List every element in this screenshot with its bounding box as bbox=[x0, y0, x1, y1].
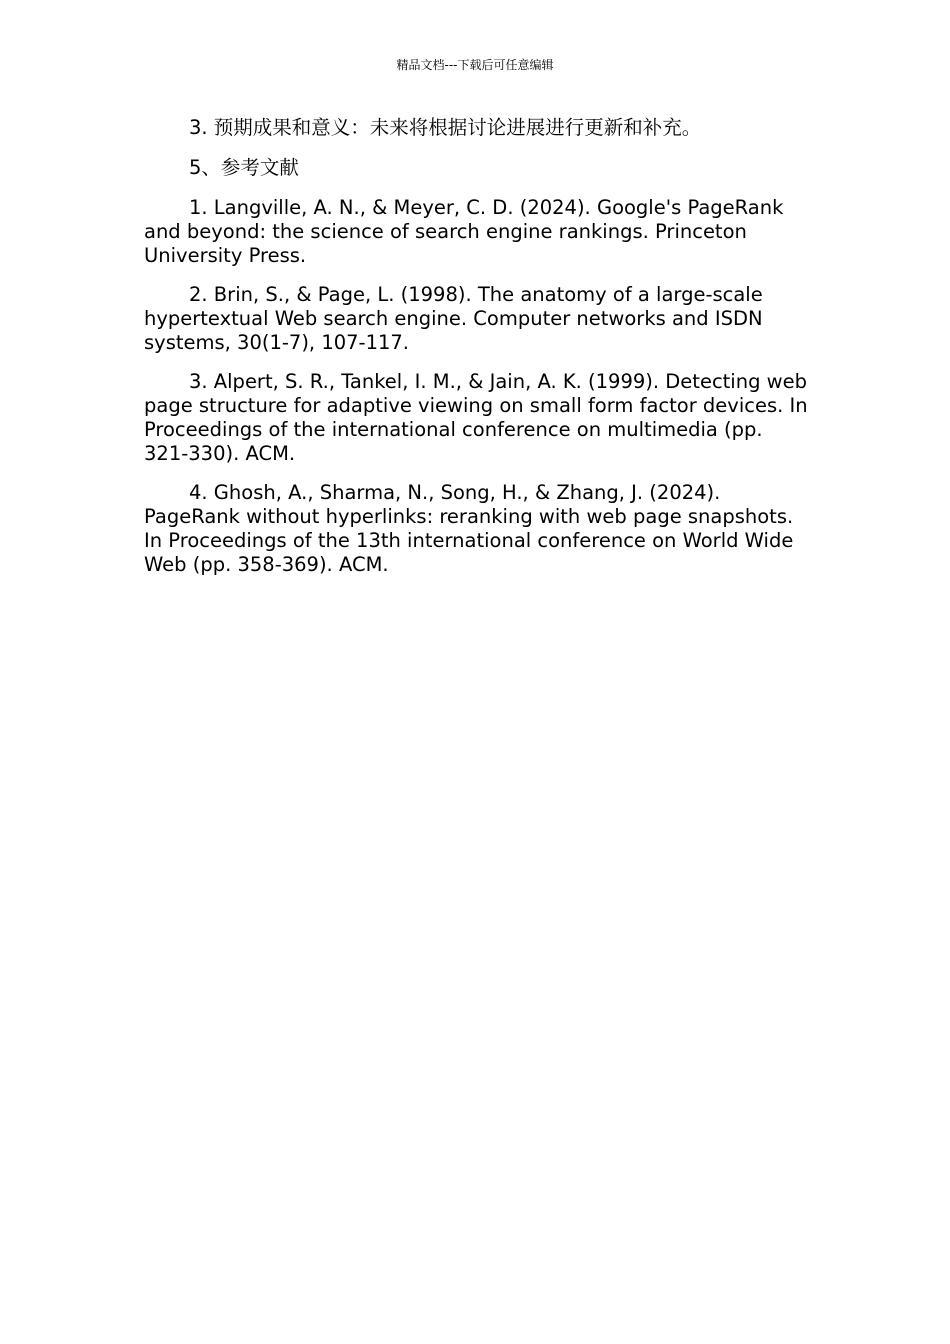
outcome-paragraph: 3. 预期成果和意义：未来将根据讨论进展进行更新和补充。 bbox=[189, 116, 702, 139]
references-heading: 5、参考文献 bbox=[189, 156, 299, 179]
reference-item: 4. Ghosh, A., Sharma, N., Song, H., & Zhang, J. (2024). PageRank without hyperlinks: reranking with web page snapshots. In Proceedings of the 13th international conference on World Wide Web (pp. 358-369). ACM. bbox=[144, 481, 794, 576]
document-body bbox=[144, 116, 808, 592]
reference-item: 3. Alpert, S. R., Tankel, I. M., & Jain, A. K. (1999). Detecting web page structure for adaptive viewing on small form factor devices. In Proceedings of the international conference on multimedia (pp. 321-330). ACM. bbox=[144, 370, 808, 465]
reference-item: 2. Brin, S., & Page, L. (1998). The anatomy of a large-scale hypertextual Web search engine. Computer networks and ISDN systems, 30(1-7), 107-117. bbox=[144, 283, 763, 354]
reference-item: 1. Langville, A. N., & Meyer, C. D. (2024). Google's PageRank and beyond: the science of search engine rankings. Princeton University Press. bbox=[144, 196, 784, 267]
page-header: 精品文档---下载后可任意编辑 bbox=[396, 58, 554, 72]
